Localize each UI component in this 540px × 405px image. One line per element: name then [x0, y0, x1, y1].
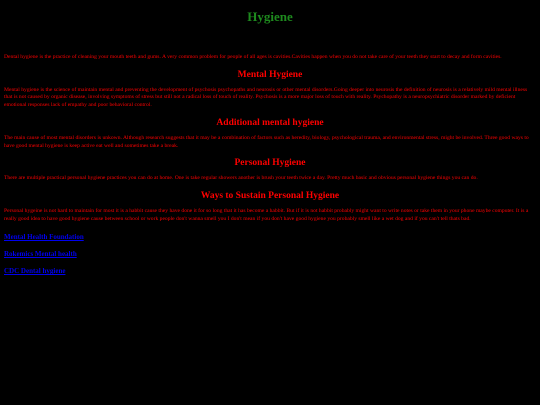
page-title: Hygiene [247, 9, 293, 24]
section-heading-personal-hygiene: Personal Hygiene [234, 158, 306, 169]
section-heading-additional-mental-hygiene: Additional mental hygiene [216, 117, 324, 128]
section-text-additional-mental-hygiene: The main cause of most mental disorders is unkown. Although research suggests that it may be a combination of factors such as heredity, biology, psychological trauma, and environmental stress, might be involved. Three good ways to have good mental hygiene is keep active eat well and sometimes take a break. [4, 134, 529, 149]
link-cdc-dental-hygiene[interactable]: CDC Dental hygiene [4, 267, 66, 276]
section-heading-mental-hygiene: Mental Hygiene [237, 69, 303, 80]
link-mental-health-foundation[interactable]: Mental Health Foundation [4, 233, 84, 242]
intro-paragraph: Dental hygiene is the practice of cleaning your mouth teeth and gums. A very common problem for people of all ages is cavities.Cavities happen when you do not take care of your teeth they start to decay and form cavities. [4, 54, 502, 60]
section-text-ways-to-sustain: Personal hygeine is not hard to maintain for most it is a habbit cause they have done it for so long that it has become a habbit. But if it is not habbit probably might want to write notes or take them in your phone maybe computer. It is a really good idea to have good hygiene cause between school or work people don't wanna smell you I don't mean if you don't have good hygiene you probably smell like a wet dog and if you can't tell thats bad. [4, 207, 529, 222]
section-text-mental-hygiene: Mental hygiene is the science of maintain mental and preventing the development of psychosis psychopaths and neurosis or other mental disorders.Going deeper into neurosis the definition of neurosis is a relatively mild mental illness that is not caused by organic disease, involving symptoms of stress but still not a radical loss of touch of reality. Psychosis is a more major loss of touch with reality. Psychopathy is a neuropsychiatric disorder marked by deficient emotional responses lack of empathy and poor behavioral control. [4, 86, 528, 109]
section-heading-ways-to-sustain: Ways to Sustain Personal Hygiene [200, 190, 340, 201]
section-text-personal-hygiene: There are multiple practical personal hygiene practices you can do at home. One is take regular showers another is brush your teeth twice a day. Pretty much basic and obvious personal hygiene things you can do. [4, 175, 478, 182]
resource-links [4, 233, 536, 275]
link-rokemics-mental-health[interactable]: Rokemics Mental health [4, 250, 77, 259]
